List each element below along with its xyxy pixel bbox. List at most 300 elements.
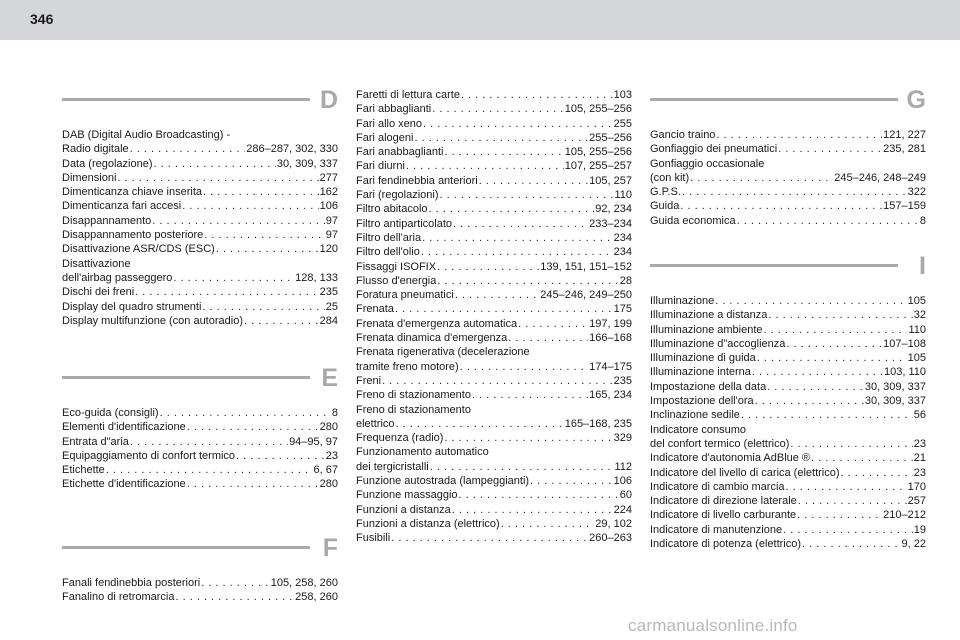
page-reference: 234	[613, 246, 632, 259]
leader-dots	[187, 477, 319, 491]
page-reference: 21	[913, 452, 926, 465]
page-reference: 23	[325, 449, 338, 462]
index-entry-row	[356, 388, 632, 402]
leader-dots	[716, 128, 882, 142]
index-entry	[62, 435, 338, 449]
index-entry	[62, 242, 338, 256]
index-entry-row	[356, 131, 632, 145]
index-entry	[650, 466, 926, 480]
leader-dots	[682, 185, 907, 199]
index-term: (con kit)	[650, 171, 690, 184]
leader-dots	[154, 157, 276, 171]
leader-dots	[396, 417, 564, 431]
page-reference: 280	[319, 421, 338, 434]
page-reference: 224	[613, 503, 632, 516]
index-entry	[650, 142, 926, 156]
index-entry-row	[650, 451, 926, 465]
section-d-head	[62, 88, 338, 128]
index-entry-row	[650, 199, 926, 213]
index-entry-heading: Frenata rigenerativa (decelerazione	[356, 346, 530, 359]
index-term: tramite freno motore)	[356, 360, 459, 373]
index-entry-row	[62, 228, 338, 242]
page-reference: 235, 281	[883, 143, 926, 156]
page-reference: 28	[619, 274, 632, 287]
page-reference: 8	[331, 407, 338, 419]
index-entry-heading: Funzionamento automatico	[356, 446, 489, 459]
index-term: Frenata d'emergenza automatica	[356, 317, 518, 330]
index-entry	[356, 531, 632, 545]
leader-dots	[444, 145, 563, 159]
index-entry	[62, 128, 338, 157]
section-divider	[650, 98, 898, 101]
page-reference: 165, 234	[589, 389, 632, 402]
section-divider	[62, 376, 310, 379]
leader-dots	[106, 463, 313, 477]
entries-d	[62, 128, 338, 328]
page-reference: 105	[907, 295, 926, 307]
index-entry-heading: Freno di stazionamento	[356, 403, 471, 416]
index-entry-row	[356, 488, 632, 502]
entries-f-continued	[356, 88, 632, 546]
index-entry-row	[356, 317, 632, 331]
page-reference: 107, 255–257	[564, 160, 632, 173]
page-reference: 255	[613, 117, 632, 130]
index-term: Illuminazione	[650, 295, 715, 307]
index-term: Illuminazione a distanza	[650, 309, 768, 322]
page-reference: 30, 309, 337	[864, 380, 926, 393]
leader-dots	[437, 274, 618, 288]
index-term: Indicatore di cambio marcia	[650, 480, 785, 493]
index-entry-row	[356, 274, 632, 288]
leader-dots	[790, 437, 912, 451]
index-entry	[356, 145, 632, 159]
leader-dots	[690, 171, 833, 185]
page-reference: 105, 255–256	[564, 103, 632, 116]
index-term: Indicatore di potenza (elettrico)	[650, 538, 802, 551]
index-entry	[356, 159, 632, 173]
index-entry	[356, 260, 632, 274]
index-term: Impostazione della data	[650, 380, 767, 393]
index-entry	[650, 523, 926, 537]
index-entry-row	[62, 285, 338, 299]
index-entry	[650, 508, 926, 522]
page-reference: 284	[319, 314, 338, 327]
index-entry	[62, 314, 338, 328]
leader-dots	[203, 185, 319, 199]
leader-dots	[460, 360, 588, 374]
index-entry-row	[62, 314, 338, 328]
leader-dots	[783, 523, 913, 537]
index-term: Frenata	[356, 303, 394, 316]
index-term: Faretti di lettura carte	[356, 89, 460, 101]
index-entry-row	[356, 474, 632, 488]
index-term: Fari allo xeno	[356, 117, 423, 130]
index-term: Fari (regolazioni)	[356, 189, 439, 202]
leader-dots	[798, 494, 907, 508]
page-reference: 110	[614, 189, 632, 202]
index-entry-row	[356, 517, 632, 531]
index-term: Dimenticanza chiave inserita	[62, 186, 203, 199]
index-entry	[356, 488, 632, 502]
page-reference: 255–256	[589, 131, 632, 144]
index-entry-row	[356, 302, 632, 316]
index-column-1-e	[62, 366, 338, 492]
index-term: Dischi dei freni	[62, 286, 135, 299]
section-f-head	[62, 536, 338, 576]
index-entry	[650, 128, 926, 142]
index-entry	[356, 288, 632, 302]
index-entry-row	[650, 365, 926, 379]
index-entry-row	[356, 374, 632, 388]
index-entry	[356, 245, 632, 259]
leader-dots	[382, 374, 613, 388]
leader-dots	[440, 188, 614, 202]
page-reference: 23	[913, 437, 926, 450]
index-entry-row	[62, 300, 338, 314]
index-term: Funzioni a distanza (elettrico)	[356, 517, 500, 530]
index-entry-row	[356, 331, 632, 345]
leader-dots	[479, 174, 588, 188]
index-entry-row	[62, 185, 338, 199]
index-term: Freni	[356, 374, 382, 387]
index-entry	[356, 202, 632, 216]
index-entry-row	[650, 185, 926, 199]
index-term: Fari anabbaglianti	[356, 146, 444, 159]
leader-dots	[530, 474, 613, 488]
index-entry	[356, 403, 632, 432]
page-reference: 106	[319, 200, 338, 213]
index-term: Data (regolazione)	[62, 157, 153, 170]
index-entry	[62, 157, 338, 171]
index-entry	[356, 117, 632, 131]
index-entry	[650, 214, 926, 228]
index-entry	[356, 503, 632, 517]
index-entry-row	[650, 394, 926, 408]
index-term: Gonfiaggio dei pneumatici	[650, 143, 778, 156]
page-reference: 260–263	[589, 532, 632, 545]
leader-dots	[680, 199, 882, 213]
index-entry-row	[62, 576, 338, 590]
index-entry-row	[62, 157, 338, 171]
page-reference: 30, 309, 337	[276, 157, 338, 170]
index-entry	[650, 323, 926, 337]
index-entry	[356, 517, 632, 531]
index-entry	[62, 576, 338, 590]
index-entry-row	[650, 380, 926, 394]
index-entry-row	[650, 128, 926, 142]
index-entry-row	[650, 308, 926, 322]
page-reference: 234	[613, 231, 632, 244]
index-entry-row	[356, 88, 632, 102]
leader-dots	[755, 394, 864, 408]
index-entry	[650, 308, 926, 322]
leader-dots	[130, 142, 246, 156]
page-reference: 257	[907, 495, 926, 508]
index-term: Indicatore del livello di carica (elettrico)	[650, 466, 840, 479]
page-reference: 103, 110	[883, 366, 926, 379]
index-term: Guida economica	[650, 214, 736, 227]
leader-dots	[216, 242, 319, 256]
leader-dots	[430, 460, 614, 474]
page-reference: 107–108	[883, 337, 926, 350]
index-entry	[62, 420, 338, 434]
index-entry	[62, 285, 338, 299]
index-entry-row	[356, 531, 632, 545]
page-reference: 106	[613, 475, 632, 488]
index-entry-row	[650, 337, 926, 351]
section-d	[62, 88, 338, 328]
index-column-2	[356, 88, 632, 546]
index-entry	[356, 188, 632, 202]
index-term: Equipaggiamento di confort termico	[62, 449, 236, 462]
index-entry	[62, 185, 338, 199]
index-entry-row	[356, 202, 632, 216]
index-term: Illuminazione interna	[650, 366, 751, 379]
index-term: G.P.S.	[650, 186, 681, 199]
index-term: Etichette	[62, 464, 105, 477]
index-entry	[62, 406, 338, 420]
index-term: Display del quadro strumenti	[62, 300, 202, 313]
page-reference: 174–175	[589, 360, 632, 373]
index-entry-row	[62, 590, 338, 604]
index-entry-row	[650, 171, 926, 185]
leader-dots	[152, 214, 324, 228]
index-term: Fusibili	[356, 532, 391, 545]
index-column-1-f	[62, 536, 338, 605]
index-entry-row	[356, 260, 632, 274]
index-term: Disappannamento posteriore	[62, 229, 204, 242]
index-entry-row	[650, 351, 926, 365]
index-entry-row	[62, 171, 338, 185]
index-entry-row	[62, 242, 338, 256]
page-reference: 280	[319, 478, 338, 491]
index-entry	[356, 474, 632, 488]
page-reference: 97	[325, 229, 338, 242]
leader-dots	[715, 294, 906, 308]
index-term: elettrico	[356, 417, 395, 430]
index-entry	[356, 131, 632, 145]
entries-i	[650, 294, 926, 551]
watermark: carmanualsonline.info	[628, 616, 798, 635]
index-entry	[356, 217, 632, 231]
index-entry	[650, 185, 926, 199]
page-reference: 286–287, 302, 330	[246, 143, 338, 156]
index-entry	[650, 451, 926, 465]
index-term: Frequenza (radio)	[356, 432, 444, 445]
index-entry-row	[650, 537, 926, 551]
index-term: Freno di stazionamento	[356, 389, 471, 402]
index-term: Dimensioni	[62, 171, 117, 184]
index-term: Illuminazione ambiente	[650, 323, 763, 336]
index-entry-row	[62, 142, 338, 156]
index-entry-row	[650, 214, 926, 228]
index-entry	[650, 408, 926, 422]
index-term: Fari diurni	[356, 160, 405, 173]
index-entry	[650, 423, 926, 452]
leader-dots	[811, 451, 913, 465]
page-reference: 197, 199	[589, 317, 632, 330]
page-reference: 30, 309, 337	[864, 395, 926, 408]
index-entry-row	[650, 323, 926, 337]
index-entry-heading: Indicatore consumo	[650, 423, 746, 436]
index-term: Dimenticanza fari accesi	[62, 200, 182, 213]
index-entry-row	[650, 494, 926, 508]
index-entry	[356, 231, 632, 245]
index-column-3-g	[650, 88, 926, 228]
leader-dots	[459, 488, 619, 502]
index-entry-row	[356, 360, 632, 374]
index-term: Gancio traino	[650, 129, 716, 141]
index-entry	[62, 214, 338, 228]
index-entry-row	[62, 420, 338, 434]
index-entry-row	[356, 117, 632, 131]
index-term: Filtro dell'aria	[356, 231, 422, 244]
index-entry	[356, 331, 632, 345]
section-letter-i: I	[919, 252, 926, 280]
leader-dots	[395, 302, 613, 316]
index-entry	[62, 477, 338, 491]
leader-dots	[768, 308, 912, 322]
page-reference: 105, 257	[589, 174, 632, 187]
index-entry-row	[356, 417, 632, 431]
index-term: Etichette d'identificazione	[62, 478, 186, 491]
leader-dots	[737, 214, 919, 228]
leader-dots	[444, 431, 612, 445]
section-letter-g: G	[906, 86, 926, 114]
page-reference: 19	[913, 523, 926, 536]
index-term: Indicatore d'autonomia AdBlue ®	[650, 452, 811, 465]
index-entry-row	[356, 431, 632, 445]
index-entry	[650, 365, 926, 379]
index-entry-row	[62, 199, 338, 213]
leader-dots	[797, 508, 882, 522]
index-entry	[356, 174, 632, 188]
leader-dots	[423, 117, 613, 131]
section-e-head	[62, 366, 338, 406]
leader-dots	[160, 406, 331, 420]
leader-dots	[518, 317, 588, 331]
leader-dots	[741, 408, 913, 422]
index-entry-row	[62, 214, 338, 228]
page-reference: 110	[908, 323, 926, 336]
leader-dots	[422, 231, 613, 245]
page-reference: 162	[319, 186, 338, 199]
index-entry	[650, 537, 926, 551]
leader-dots	[472, 388, 588, 402]
leader-dots	[117, 171, 318, 185]
leader-dots	[182, 199, 318, 213]
index-entry	[356, 88, 632, 102]
index-entry	[356, 302, 632, 316]
leader-dots	[135, 285, 319, 299]
index-entry	[62, 257, 338, 286]
page-reference: 322	[907, 186, 926, 199]
leader-dots	[778, 142, 882, 156]
leader-dots	[508, 331, 588, 345]
leader-dots	[757, 351, 907, 365]
index-term: Indicatore di livello carburante	[650, 509, 797, 522]
leader-dots	[841, 466, 913, 480]
index-entry	[62, 449, 338, 463]
leader-dots	[764, 323, 908, 337]
entries-e	[62, 406, 338, 492]
leader-dots	[452, 503, 613, 517]
index-entry	[356, 345, 632, 374]
index-entry-row	[356, 231, 632, 245]
index-entry-row	[62, 449, 338, 463]
index-term: Inclinazione sedile	[650, 409, 740, 422]
index-term: Funzioni a distanza	[356, 503, 451, 516]
page-reference: 32	[913, 309, 926, 322]
index-entry-row	[356, 159, 632, 173]
index-entry-row	[356, 188, 632, 202]
index-term: Funzione massaggio	[356, 489, 458, 502]
page-reference: 128, 133	[295, 271, 338, 284]
index-entry-row	[650, 294, 926, 308]
section-i-head	[650, 254, 926, 294]
index-entry-row	[650, 437, 926, 451]
index-term: Fari abbaglianti	[356, 103, 432, 116]
index-entry-heading: Gonfiaggio occasionale	[650, 157, 765, 170]
page-reference: 235	[613, 374, 632, 387]
index-term: Fissaggi ISOFIX	[356, 260, 437, 273]
section-letter-f: F	[322, 534, 338, 562]
index-entry	[356, 274, 632, 288]
index-column-3-i	[650, 254, 926, 551]
index-entry-row	[356, 217, 632, 231]
index-entry-row	[356, 288, 632, 302]
leader-dots	[391, 531, 588, 545]
leader-dots	[786, 337, 882, 351]
index-entry-row	[650, 523, 926, 537]
page-reference: 8	[919, 214, 926, 227]
page-reference: 112	[614, 460, 632, 473]
page-reference: 60	[619, 489, 632, 502]
entries-f	[62, 576, 338, 605]
index-term: Disappannamento	[62, 214, 152, 227]
leader-dots	[786, 480, 907, 494]
page-number: 346	[30, 11, 54, 27]
page-reference: 233–234	[589, 217, 632, 230]
page-reference: 245–246, 249–250	[540, 289, 632, 302]
page-reference: 120	[319, 243, 338, 256]
index-term: Display multifunzione (con autoradio)	[62, 314, 243, 327]
leader-dots	[236, 449, 325, 463]
leader-dots	[767, 380, 864, 394]
leader-dots	[201, 576, 270, 590]
index-entry	[356, 431, 632, 445]
index-term: Funzione autostrada (lampeggianti)	[356, 475, 530, 488]
index-entry-row	[62, 406, 338, 420]
index-entry-row	[62, 477, 338, 491]
index-term: Impostazione dell'ora	[650, 395, 754, 408]
leader-dots	[501, 517, 595, 531]
section-letter-d: D	[319, 86, 338, 114]
index-entry-row	[356, 503, 632, 517]
index-entry	[650, 351, 926, 365]
index-term: Filtro dell'olio	[356, 246, 420, 259]
section-letter-e: E	[321, 364, 338, 392]
index-entry-heading: DAB (Digital Audio Broadcasting) -	[62, 129, 231, 141]
index-entry	[650, 199, 926, 213]
page-reference: 29, 102	[595, 517, 632, 530]
page-reference: 6, 67	[313, 464, 338, 477]
index-term: Eco-guida (consigli)	[62, 407, 159, 419]
leader-dots	[130, 435, 288, 449]
section-f	[62, 536, 338, 605]
section-g-head	[650, 88, 926, 128]
index-entry	[650, 494, 926, 508]
